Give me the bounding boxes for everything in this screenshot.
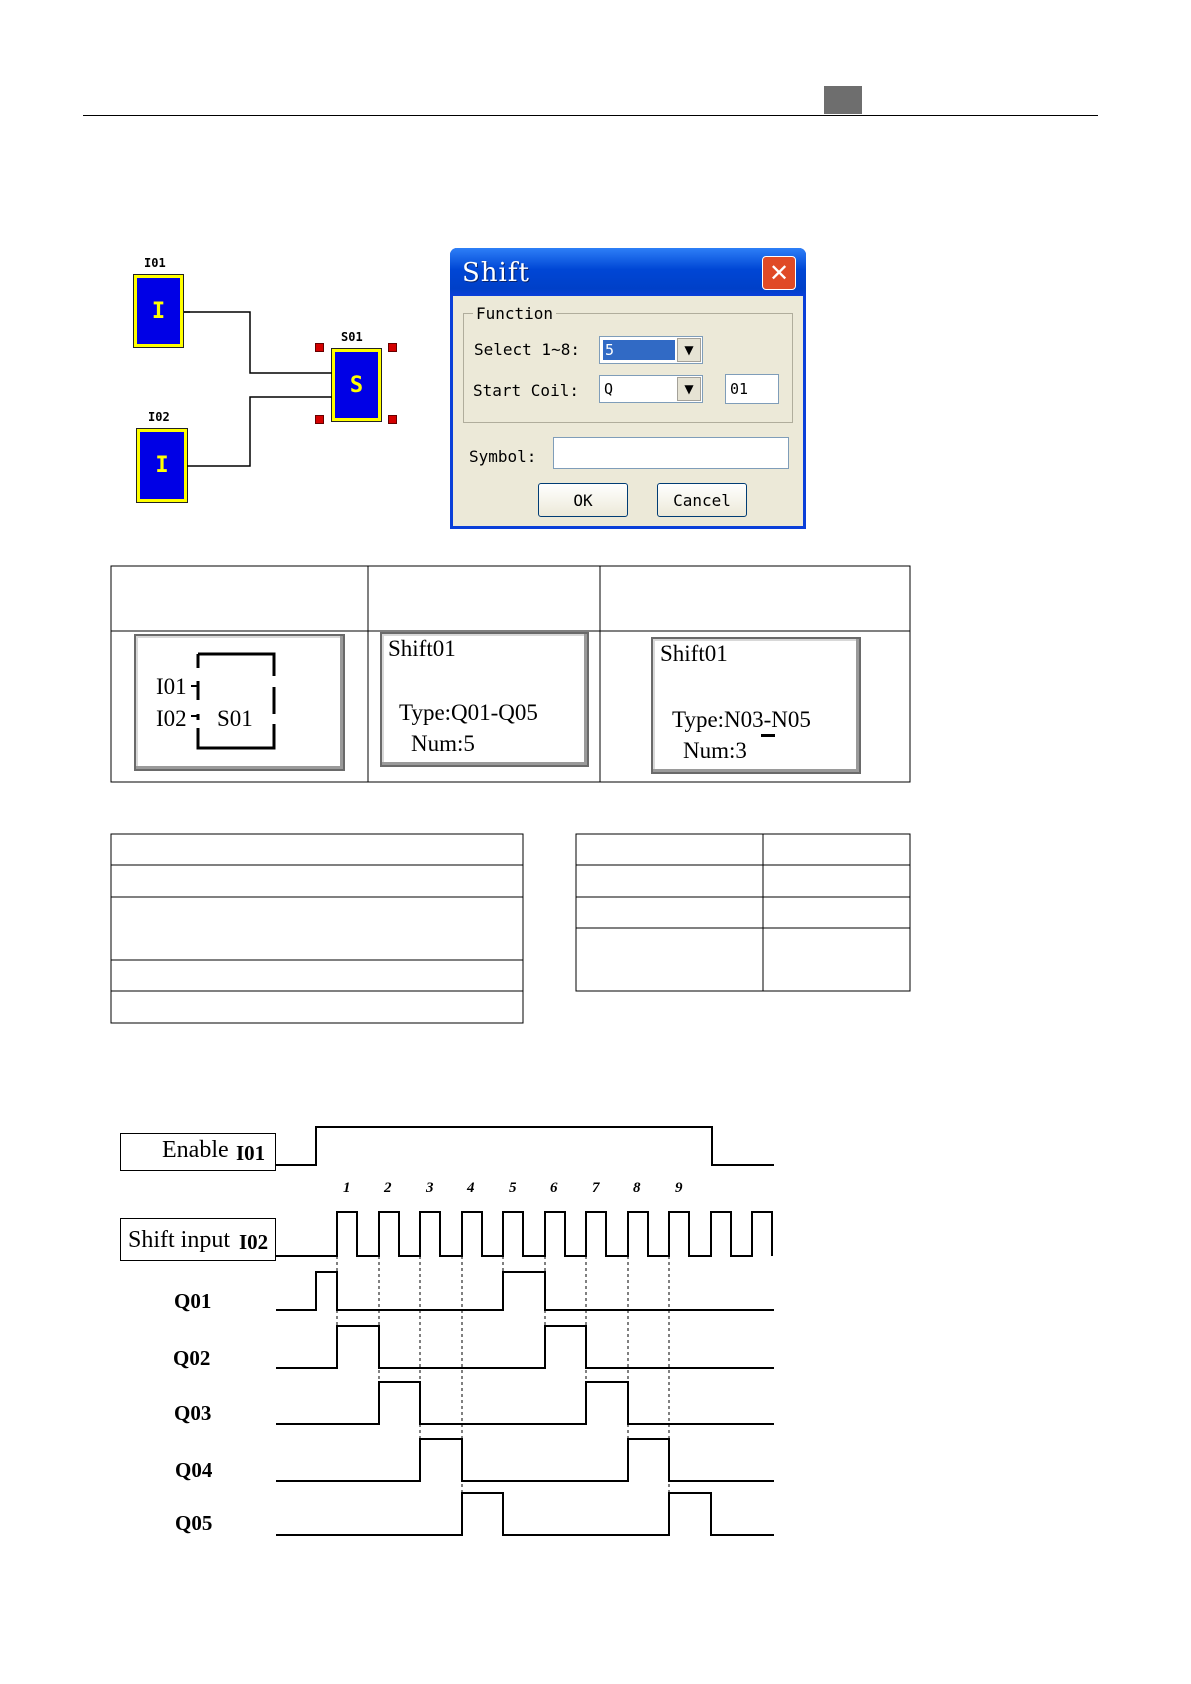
select-value: 5 — [603, 340, 675, 360]
waveform-shift-input — [276, 1212, 772, 1256]
function-group-label: Function — [473, 304, 556, 323]
lcd2-title: Shift01 — [388, 636, 456, 661]
pulse-number: 6 — [550, 1180, 558, 1196]
enable-label: Enable — [162, 1137, 229, 1163]
shift-input: I02 — [239, 1230, 269, 1254]
close-icon[interactable]: ✕ — [762, 256, 796, 290]
waveform-q03 — [276, 1382, 774, 1424]
output-label-q01: Q01 — [174, 1289, 212, 1313]
block-label-s01: S01 — [341, 330, 363, 344]
lcd2-num: Num:5 — [411, 731, 475, 756]
output-label-q05: Q05 — [175, 1511, 213, 1535]
pulse-number: 1 — [343, 1180, 351, 1196]
start-coil-label: Start Coil: — [473, 381, 579, 400]
pulse-number: 3 — [426, 1180, 434, 1196]
chevron-down-icon[interactable]: ▼ — [677, 338, 701, 362]
pulse-number: 5 — [509, 1180, 517, 1196]
pulse-number: 9 — [675, 1180, 683, 1196]
lcd3-num: Num:3 — [683, 738, 747, 763]
output-label-q02: Q02 — [173, 1346, 211, 1370]
shift-label: Shift input — [128, 1227, 231, 1253]
lcd3-title: Shift01 — [660, 641, 728, 666]
waveform-q05 — [276, 1493, 774, 1535]
waveform-q02 — [276, 1326, 774, 1368]
pulse-number: 8 — [633, 1180, 641, 1196]
lcd3-type: Type:N03-N05 — [672, 707, 811, 732]
output-label-q04: Q04 — [175, 1458, 213, 1482]
block-label-i01: I01 — [144, 256, 166, 270]
select-label: Select 1~8: — [474, 340, 580, 359]
output-label-q03: Q03 — [174, 1401, 212, 1425]
lcd2-type: Type:Q01-Q05 — [399, 700, 538, 725]
ok-button[interactable]: OK — [538, 483, 628, 517]
start-coil-number: 01 — [730, 380, 749, 398]
cancel-button[interactable]: Cancel — [657, 483, 747, 517]
dialog-title: Shift — [462, 258, 530, 288]
enable-input: I01 — [236, 1141, 266, 1165]
pulse-number: 4 — [467, 1180, 475, 1196]
block-label-i02: I02 — [148, 410, 170, 424]
pulse-number: 2 — [384, 1180, 392, 1196]
start-coil-value: Q — [604, 380, 614, 398]
symbol-label: Symbol: — [469, 447, 537, 466]
lcd1-input-i01: I01 — [156, 674, 187, 699]
waveform-enable — [276, 1127, 774, 1165]
input-block-i02[interactable]: I — [137, 429, 187, 502]
waveform-q04 — [276, 1439, 774, 1481]
waveform-q01 — [276, 1272, 774, 1310]
pulse-number: 7 — [592, 1180, 600, 1196]
shift-block-s01[interactable]: S — [332, 349, 381, 421]
lcd1-block-name: S01 — [217, 706, 253, 731]
lcd1-input-i02: I02 — [156, 706, 187, 731]
input-block-i01[interactable]: I — [134, 275, 183, 347]
chevron-down-icon[interactable]: ▼ — [677, 377, 701, 401]
